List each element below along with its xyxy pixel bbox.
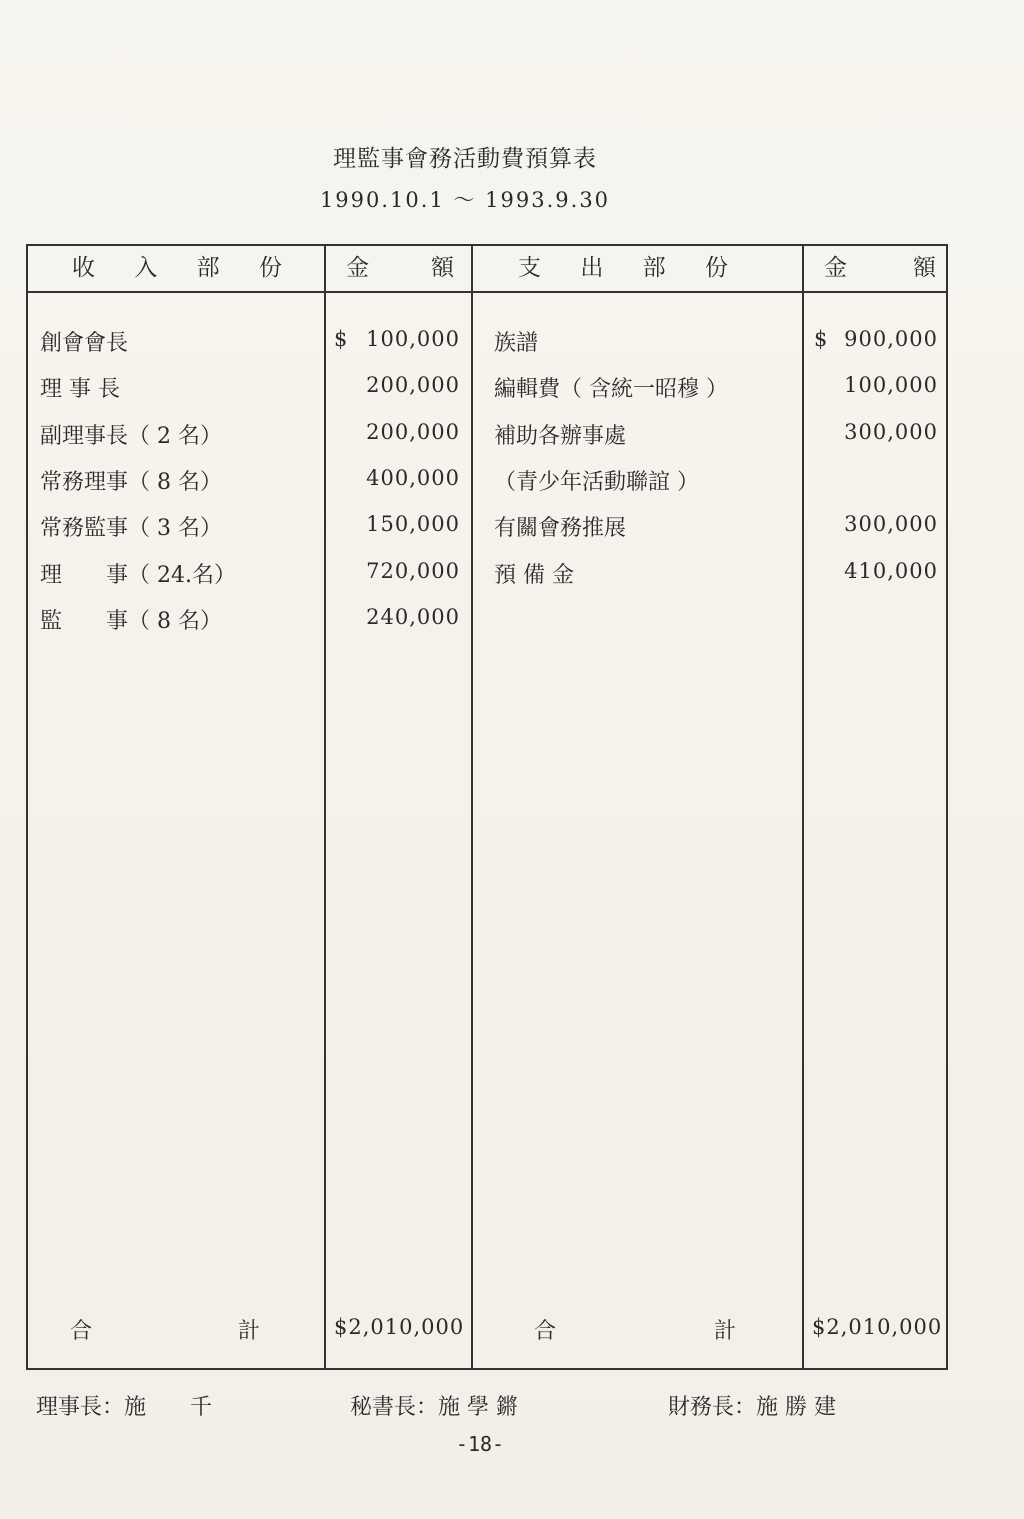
page-number: -18-: [455, 1432, 505, 1456]
signature-secretary: 秘書長：施 學 鏘: [350, 1395, 518, 1420]
income-label: 理 事（ 24.名）: [40, 563, 236, 588]
expense-amount: 900,000: [844, 327, 938, 351]
expense-amount: 300,000: [844, 420, 938, 444]
income-amount: 720,000: [366, 559, 460, 583]
income-label: 常務監事（ 3 名）: [40, 516, 222, 541]
income-label: 理 事 長: [40, 377, 120, 402]
expense-amount: 410,000: [844, 559, 938, 583]
header-char: 收: [72, 255, 95, 281]
column-divider: [471, 246, 473, 1368]
expense-label: （青少年活動聯誼 ）: [494, 470, 699, 495]
expense-amount: 300,000: [844, 512, 938, 536]
income-amount: 100,000: [366, 327, 460, 351]
income-total-label-right: 計: [238, 1319, 261, 1344]
header-divider: [28, 291, 946, 293]
expense-label: 補助各辦事處: [494, 424, 627, 449]
header-char: 部: [196, 255, 220, 281]
currency-sign: $: [814, 327, 828, 351]
income-label: 創會會長: [40, 331, 129, 356]
income-amount: 200,000: [366, 420, 460, 444]
column-divider: [802, 246, 804, 1368]
expense-label: 有關會務推展: [494, 516, 627, 541]
expense-total-amount: $2,010,000: [812, 1315, 943, 1339]
budget-table: [26, 244, 948, 1370]
header-char: 入: [134, 255, 158, 281]
header-expense-section: [518, 246, 728, 291]
income-amount: 240,000: [366, 605, 460, 629]
header-char: 額: [913, 255, 936, 281]
expense-amount: 100,000: [844, 373, 938, 397]
income-label: 監 事（ 8 名）: [40, 609, 222, 634]
header-char: 部: [642, 255, 666, 281]
income-total-amount: $2,010,000: [334, 1315, 465, 1339]
header-income-amount: [346, 246, 454, 291]
signature-chairman: 理事長：施 千: [36, 1395, 213, 1420]
column-divider: [324, 246, 326, 1368]
income-amount: 150,000: [366, 512, 460, 536]
header-char: 金: [346, 255, 369, 281]
income-label: 副理事長（ 2 名）: [40, 424, 222, 449]
expense-total-label-right: 計: [714, 1319, 737, 1344]
header-char: 支: [518, 255, 541, 281]
expense-total-label-left: 合: [534, 1319, 557, 1344]
budget-period: 1990.10.1 ～ 1993.9.30: [319, 188, 611, 212]
expense-label: 編輯費（ 含統一昭穆 ）: [494, 377, 728, 402]
income-label: 常務理事（ 8 名）: [40, 470, 222, 495]
income-amount: 400,000: [366, 466, 460, 490]
header-char: 額: [431, 255, 454, 281]
header-expense-amount: [824, 246, 936, 291]
document-title: 理監事會務活動費預算表: [333, 146, 597, 172]
income-total-label-left: 合: [70, 1319, 93, 1344]
currency-sign: $: [334, 327, 348, 351]
expense-label: 族譜: [494, 331, 539, 356]
header-income-section: [72, 246, 282, 291]
header-char: 份: [704, 255, 728, 281]
income-amount: 200,000: [366, 373, 460, 397]
signature-treasurer: 財務長：施 勝 建: [668, 1395, 836, 1420]
header-char: 份: [258, 255, 282, 281]
header-char: 金: [824, 255, 847, 281]
header-char: 出: [580, 255, 604, 281]
expense-label: 預 備 金: [494, 563, 574, 588]
